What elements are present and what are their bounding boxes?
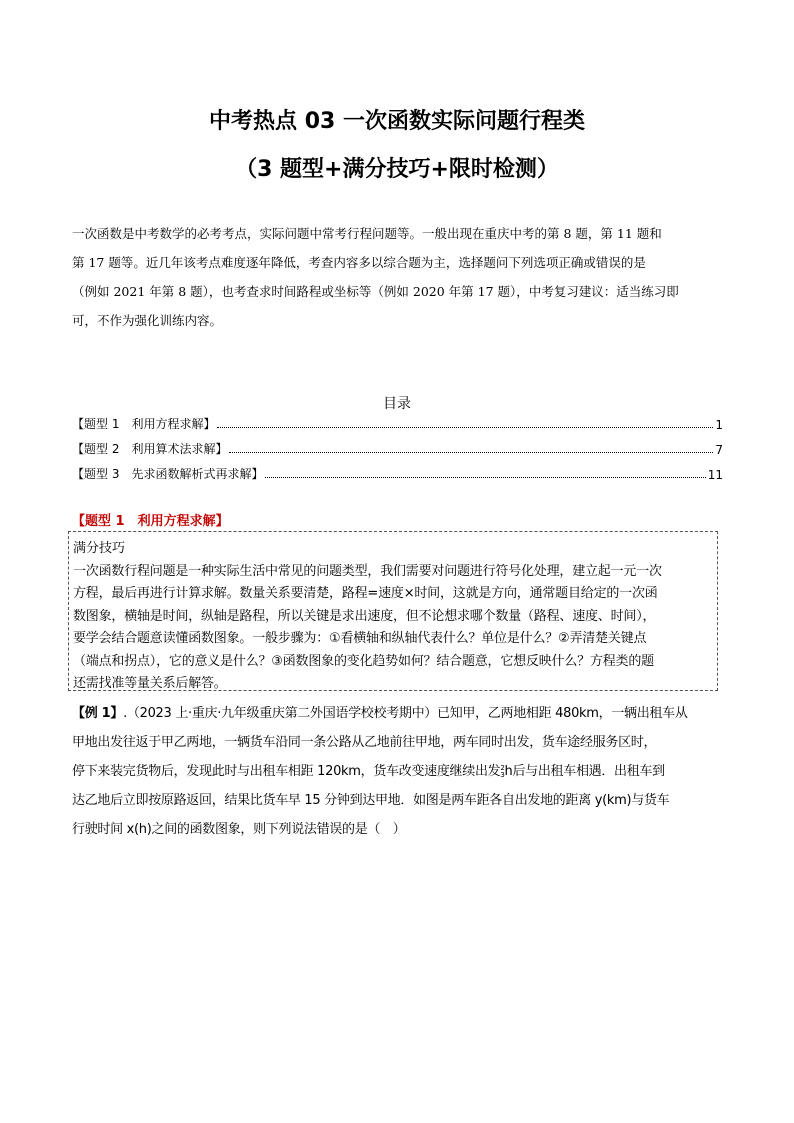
example-line	[72, 757, 726, 786]
intro-line: 可，不作为强化训练内容。	[72, 313, 223, 328]
example-1	[72, 699, 726, 844]
fraction-denominator: 3	[500, 770, 505, 779]
section-heading: 【题型 1 利用方程求解】	[72, 514, 229, 529]
tips-line: 一次函数行程问题是一种实际生活中常见的问题类型，我们需要对问题进行符号化处理，建立起一元一次	[73, 563, 662, 579]
intro-line: （例如 2021 年第 8 题），也考查求时间路程或坐标等（例如 2020 年第 17 题），中考复习建议：适当练习即	[72, 284, 679, 299]
toc-heading: 目录	[383, 396, 411, 412]
tips-line: 数图象，横轴是时间，纵轴是路程，所以关键是求出速度，但不论想求哪个数量（路程、速度、时间），	[73, 608, 656, 624]
intro-line: 一次函数是中考数学的必考考点，实际问题中常考行程问题等。一般出现在重庆中考的第 8 题，第 11 题和	[72, 226, 662, 241]
tips-line: 方程，最后再进行计算求解。数量关系要清楚，路程=速度×时间，这就是方向，通常题目给定的一次函	[73, 586, 658, 601]
tips-box	[68, 531, 718, 691]
example-line	[72, 699, 726, 728]
toc-item-2[interactable]	[72, 439, 723, 457]
toc-item-label: 【题型 3 先求函数解析式再求解】	[72, 467, 264, 481]
page-title: 中考热点 03 一次函数实际问题行程类	[209, 109, 585, 134]
toc-leader-dots	[265, 477, 705, 478]
example-text: .（2023 上·重庆·九年级重庆第二外国语学校校考期中）已知甲，乙两地相距 480km，一辆出租车从	[123, 706, 688, 721]
toc-item-label: 【题型 2 利用算术法求解】	[72, 442, 228, 456]
example-line: 甲地出发往返于甲乙两地，一辆货车沿同一条公路从乙地前往甲地，两车同时出发，货车途经服务区时，	[72, 735, 657, 750]
example-line: 行驶时间 x(h)之间的函数图象，则下列说法错误的是（ ）	[72, 822, 406, 837]
toc-item-page: 11	[707, 468, 723, 482]
toc-item-1[interactable]	[72, 414, 723, 432]
toc-leader-dots	[217, 427, 713, 428]
intro-line: 第 17 题等。近几年该考点难度逐年降低，考查内容多以综合题为主，选择题问下列选项正确或错误的是	[72, 255, 646, 270]
intro-paragraph	[72, 219, 722, 335]
example-text: 停下来装完货物后，发现此时与出租车相距 120km，货车改变速度继续出发	[72, 764, 501, 779]
example-text: h后与出租车相遇．出租车到	[504, 764, 665, 779]
toc-item-3[interactable]	[72, 464, 723, 482]
toc-item-label: 【题型 1 利用方程求解】	[72, 417, 216, 431]
tips-title: 满分技巧	[73, 541, 126, 556]
example-line: 达乙地后立即按原路返回，结果比货车早 15 分钟到达甲地．如图是两车距各自出发地的距离 y(km)与货车	[72, 793, 670, 808]
fraction-numerator: 2	[500, 763, 505, 772]
tips-line: 还需找准等量关系后解答。	[73, 676, 227, 691]
tips-line: 要学会结合题意读懂函数图象。一般步骤为：①看横轴和纵轴代表什么？单位是什么？②弄清楚关键点	[73, 631, 647, 646]
example-label: 【例 1】	[72, 706, 124, 721]
toc-leader-dots	[229, 452, 713, 453]
page-subtitle: （3 题型+满分技巧+限时检测）	[235, 157, 559, 182]
tips-line: （端点和拐点），它的意义是什么？③函数图象的变化趋势如何？结合题意，它想反映什么？方程类的题	[73, 653, 654, 669]
toc-item-page: 1	[715, 418, 723, 432]
toc-item-page: 7	[715, 443, 723, 457]
